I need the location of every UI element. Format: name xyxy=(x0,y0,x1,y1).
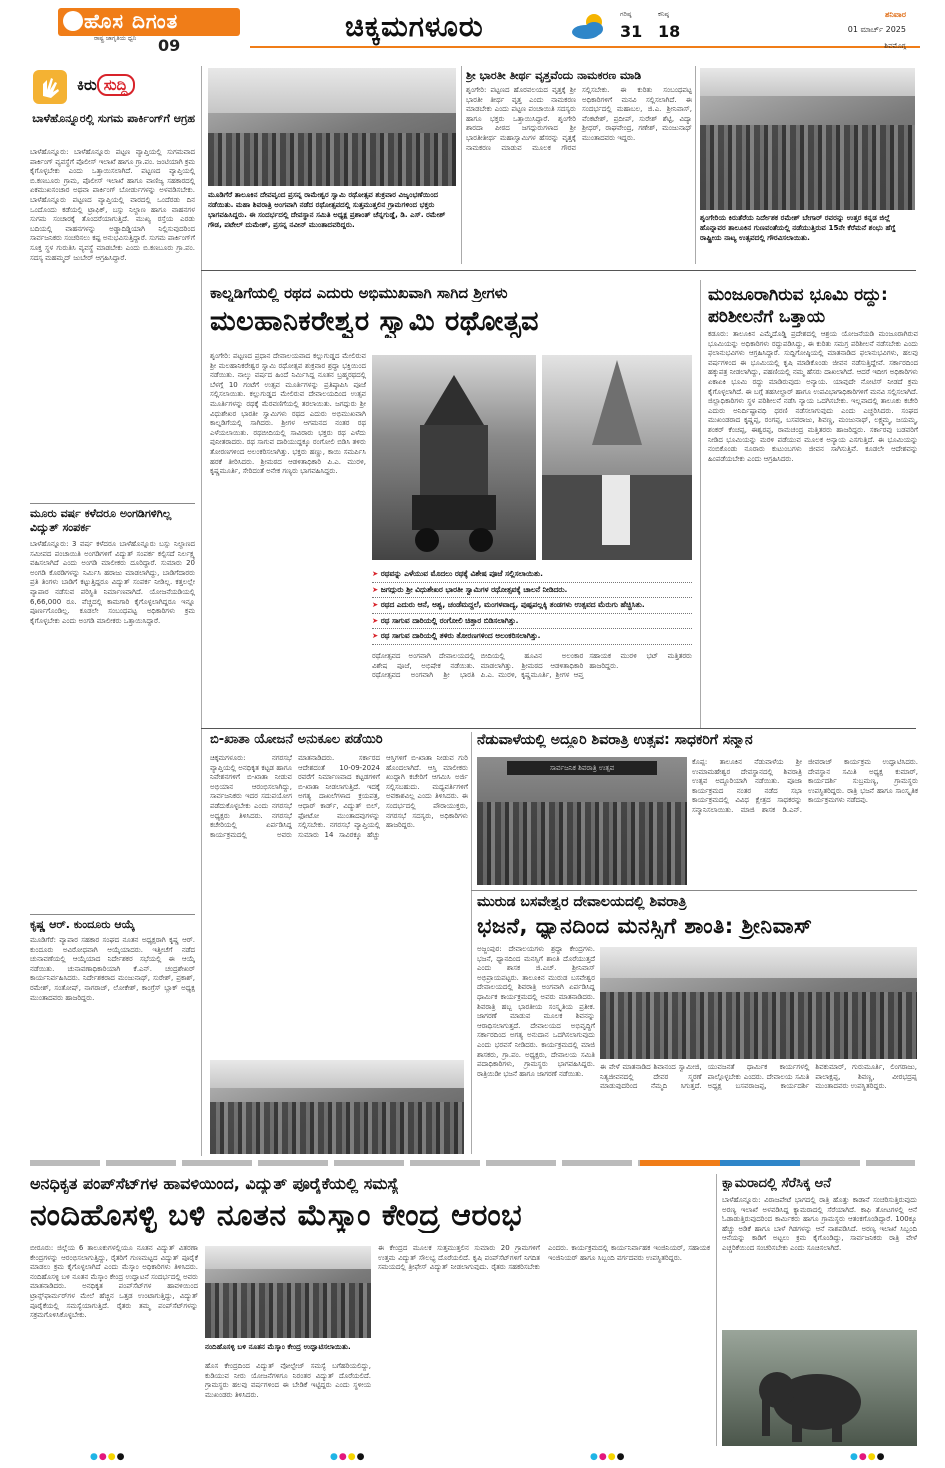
newspaper-logo: ಹೊಸ ದಿಗಂತ xyxy=(84,9,179,33)
city-name: ಚಿಕ್ಕಮಗಳೂರು xyxy=(345,10,484,43)
director-felicitation-caption: ಶೃಂಗೇರಿಯ ಕಿರುತೆರೆಯ ನಿರ್ದೇಶಕ ರಮೇಶ್ ಬೇಗಾರ್ ರವರನ್ನು ಉತ್ತರ ಕನ್ನಡ ಜಿಲ್ಲೆ ಹೊನ್ನಾವರ ತಾಲೂಕಿನ ಗುಣವಂತೆಯಲ್ಲಿ ನಡೆಯುತ್ತಿರುವ 15ನೇ ಕೆರೆಮನೆ ಶಂಭು ಹೆಗ್ಡೆ ರಾಷ್ಟ್ರೀಯ ನಾಟ್ಯ ಉತ್ಸವದಲ್ಲಿ ಗೌರವಿಸಲಾಯಿತು. xyxy=(700,213,896,242)
bkhata-event-photo xyxy=(210,1060,464,1154)
circle-naming-body: ಶೃಂಗೇರಿ: ಪಟ್ಟಣದ ಹೊರವಲಯದ ವೃತ್ತಕ್ಕೆ ಶ್ರೀ ಭಾರತೀ ತೀರ್ಥ ವೃತ್ತ ಎಂದು ನಾಮಕರಣ ಮಾಡಬೇಕು ಎಂದು ಪಟ್ಟಣ ಪಂಚಾಯಿತಿ ಸದಸ್ಯರು ಹಾಗೂ ಭಕ್ತರು ಒತ್ತಾಯಿಸಿದ್ದಾರೆ. ಶೃಂಗೇರಿ ಶಾರದಾ ಪೀಠದ ಜಗದ್ಗುರುಗಳಾದ ಶ್ರೀ ಭಾರತೀತೀರ್ಥ ಮಹಾಸ್ವಾಮಿಗಳ ಹೆಸರನ್ನು ವೃತ್ತಕ್ಕೆ ನಾಮಕರಣ ಮಾಡುವ ಮೂಲಕ ಗೌರವ ಸಲ್ಲಿಸಬೇಕು. ಈ ಕುರಿತು ಸಂಬಂಧಪಟ್ಟ ಅಧಿಕಾರಿಗಳಿಗೆ ಮನವಿ ಸಲ್ಲಿಸಲಾಗಿದೆ. ಈ ಸಂದರ್ಭದಲ್ಲಿ ಮಹಾಬಲ, ಜಿ.ಎ. ಶ್ರೀನಿವಾಸ್, ವೆಂಕಟೇಶ್, ಪ್ರದೀಪ್, ಸುರೇಶ್ ಶೆಟ್ಟಿ, ವಿದ್ಯಾ ಶ್ರೀಧರ್, ರಾಘವೇಂದ್ರ, ಗಣೇಶ್, ಮಂಜುನಾಥ್ ಮುಂತಾದವರು ಇದ್ದರು. xyxy=(466,86,692,152)
left-story1-headline: ಬಾಳೆಹೊನ್ನೂರಲ್ಲಿ ಸುಗಮ ಪಾರ್ಕಿಂಗ್‌ಗೆ ಆಗ್ರಹ xyxy=(32,112,195,125)
chariot-festival-caption: ಮೂಡಿಗೆರೆ ತಾಲೂಕಿನ ದೇವವೃಂದ ಪ್ರಸನ್ನ ರಾಮೇಶ್ವರ ಸ್ವಾಮಿ ರಥೋತ್ಸವ ಶುಕ್ರವಾರ ವಿಜೃಂಭಣೆಯಿಂದ ನಡೆಯಿತು. ಮಹಾ ಶಿವರಾತ್ರಿ ಅಂಗವಾಗಿ ನಡೆದ ರಥೋತ್ಸವದಲ್ಲಿ ಸುತ್ತಮುತ್ತಲಿನ ಗ್ರಾಮಗಳಿಂದ ಭಕ್ತರು ಭಾಗವಹಿಸಿದ್ದರು. ಈ ಸಂದರ್ಭದಲ್ಲಿ ದೇವಸ್ಥಾನ ಸಮಿತಿ ಅಧ್ಯಕ್ಷ ಪ್ರಶಾಂತ್ ಚೆನ್ನಗುಡ್ಡೆ, ಡಿ. ಎಸ್. ರಮೇಶ್ ಗೌಡ, ಪಟೇಲ್ ದುಮೇಶ್, ಪ್ರಸನ್ನ ನವೀನ್ ಮುಂತಾದವರಿದ್ದರು. xyxy=(208,190,446,229)
muruda-body-continued: ಈ ವೇಳೆ ಮಾತನಾಡಿದ ಶಿವಾನಂದ ಸ್ವಾಮೀಜಿ, ನಿತ್ಯಜೀವನದಲ್ಲಿ ದೇವರ ಸ್ಮರಣೆ ಮಾಡುವುದರಿಂದ ನೆಮ್ಮದಿ ಸಿಗುತ್ತದೆ. ಯುವಜನತೆ ಧಾರ್ಮಿಕ ಕಾರ್ಯಗಳಲ್ಲಿ ಪಾಲ್ಗೊಳ್ಳಬೇಕು ಎಂದರು. ದೇವಾಲಯ ಸಮಿತಿ ಅಧ್ಯಕ್ಷ ಬಸವರಾಜಪ್ಪ, ಕಾರ್ಯದರ್ಶಿ ಶಿವಕುಮಾರ್, ಗುರುಮೂರ್ತಿ, ಲಿಂಗರಾಜು, ಪಾಲಾಕ್ಷಪ್ಪ, ಶಿವಣ್ಣ, ವೀರಭದ್ರಪ್ಪ ಮುಂತಾದವರು ಉಪಸ್ಥಿತರಿದ್ದರು. xyxy=(600,1063,917,1091)
shivaratri-utsav-body: ಕೊಪ್ಪ: ತಾಲೂಕಿನ ನೆಡುವಾಳೆಯ ಶ್ರೀ ಉಮಾಮಹೇಶ್ವರ ದೇವಸ್ಥಾನದಲ್ಲಿ ಶಿವರಾತ್ರಿ ಉತ್ಸವ ಅದ್ದೂರಿಯಾಗಿ ನಡೆಯಿತು. ಪೂಜಾ ಕಾರ್ಯಕ್ರಮದ ನಂತರ ನಡೆದ ಸಭಾ ಕಾರ್ಯಕ್ರಮದಲ್ಲಿ ವಿವಿಧ ಕ್ಷೇತ್ರದ ಸಾಧಕರನ್ನು ಸನ್ಮಾನಿಸಲಾಯಿತು. ಮಾಜಿ ಶಾಸಕ ಡಿ.ಎನ್. ಜೀವರಾಜ್ ಕಾರ್ಯಕ್ರಮ ಉದ್ಘಾಟಿಸಿದರು. ದೇವಸ್ಥಾನ ಸಮಿತಿ ಅಧ್ಯಕ್ಷ ಕುಮಾರ್, ಕಾರ್ಯದರ್ಶಿ ಸುಬ್ರಮಣ್ಯ, ಗ್ರಾಮಸ್ಥರು ಉಪಸ್ಥಿತರಿದ್ದರು. ರಾತ್ರಿ ಭಜನೆ ಹಾಗೂ ಸಾಂಸ್ಕೃತಿಕ ಕಾರ್ಯಕ್ರಮಗಳು ನಡೆದವು. xyxy=(692,758,918,814)
print-registration-marks: ●●●● xyxy=(90,1452,126,1462)
escom-body-more: ಈ ಕೇಂದ್ರದ ಮೂಲಕ ಸುತ್ತಮುತ್ತಲಿನ ಸುಮಾರು 20 ಗ್ರಾಮಗಳಿಗೆ ಉತ್ತಮ ವಿದ್ಯುತ್ ಸೌಲಭ್ಯ ದೊರೆಯಲಿದೆ. ಕೃಷಿ ಪಂಪ್‌ಸೆಟ್‌ಗಳಿಗೆ ನಿಗದಿತ ಸಮಯದಲ್ಲಿ ತ್ರೀಫೇಸ್ ವಿದ್ಯುತ್ ನೀಡಲಾಗುವುದು. ರೈತರು ಸಹಕರಿಸಬೇಕು ಎಂದರು. ಕಾರ್ಯಕ್ರಮದಲ್ಲಿ ಕಾರ್ಯನಿರ್ವಾಹಕ ಇಂಜಿನಿಯರ್, ಸಹಾಯಕ ಇಂಜಿನಿಯರ್ ಹಾಗೂ ಸಿಬ್ಬಂದಿ ವರ್ಗದವರು ಉಪಸ್ಥಿತರಿದ್ದರು. xyxy=(378,1244,710,1272)
escom-photo-caption: ನಂದಿಹೊಸಳ್ಳಿ ಬಳಿ ನೂತನ ಮೆಸ್ಕಾಂ ಕೇಂದ್ರ ಉದ್ಘಾಟಿಸಲಾಯಿತು. xyxy=(205,1342,351,1351)
weekday: ಶನಿವಾರ xyxy=(884,10,906,19)
highlight-item: ➤ ರಥವನ್ನು ಎಳೆಯುವ ಮೊದಲು ರಥಕ್ಕೆ ವಿಶೇಷ ಪೂಜೆ ಸಲ್ಲಿಸಲಾಯಿತು. xyxy=(372,567,692,583)
brief-word-2: ಸುದ್ದಿ xyxy=(97,74,135,96)
muruda-event-photo xyxy=(600,947,917,1059)
lead-kicker: ಕಾಲ್ನಡಿಗೆಯಲ್ಲಿ ರಥದ ಎದುರು ಅಭಿಮುಖವಾಗಿ ಸಾಗಿದ ಶ್ರೀಗಳು xyxy=(210,284,508,302)
circle-naming-headline: ಶ್ರೀ ಭಾರತೀ ತೀರ್ಥ ವೃತ್ತವೆಂದು ನಾಮಕರಣ ಮಾಡಿ xyxy=(466,69,642,82)
city-bar xyxy=(250,8,920,48)
shivaratri-utsav-headline: ನೆಡುವಾಳೆಯಲ್ಲಿ ಅದ್ದೂರಿ ಶಿವರಾತ್ರಿ ಉತ್ಸವ: ಸಾಧಕರಿಗೆ ಸನ್ಮಾನ xyxy=(477,732,753,748)
escom-kicker: ಅನಧಿಕೃತ ಪಂಪ್‌ಸೆಟ್‌ಗಳ ಹಾವಳಿಯಿಂದ, ವಿದ್ಯುತ್ ಪೂರೈಕೆಯಲ್ಲಿ ಸಮಸ್ಯೆ xyxy=(30,1174,399,1193)
logo-emblem-icon xyxy=(63,11,83,31)
elephant-body: ಬಾಳೆಹೊನ್ನೂರು: ವಿರಾಜಪೇಟೆ ಭಾಗದಲ್ಲಿ ರಾತ್ರಿ ಹೊತ್ತು ಕಾಡಾನೆ ಸಂಚರಿಸುತ್ತಿರುವುದು ಅರಣ್ಯ ಇಲಾಖೆ ಅಳವಡಿಸಿದ್ದ ಕ್ಯಾಮರಾದಲ್ಲಿ ಸೆರೆಯಾಗಿದೆ. ಕಾಫಿ ತೋಟಗಳಲ್ಲಿ ಆನೆ ಓಡಾಡುತ್ತಿರುವುದರಿಂದ ಕಾರ್ಮಿಕರು ಹಾಗೂ ಗ್ರಾಮಸ್ಥರು ಆತಂಕಗೊಂಡಿದ್ದಾರೆ. 100ಕ್ಕೂ ಹೆಚ್ಚು ಅಡಿಕೆ ಹಾಗೂ ಬಾಳೆ ಗಿಡಗಳನ್ನು ಆನೆ ನಾಶಪಡಿಸಿದೆ. ಅರಣ್ಯ ಇಲಾಖೆ ಸಿಬ್ಬಂದಿ ಆನೆಯನ್ನು ಕಾಡಿಗೆ ಅಟ್ಟಲು ಕ್ರಮ ಕೈಗೊಂಡಿದ್ದು, ಸಾರ್ವಜನಿಕರು ರಾತ್ರಿ ವೇಳೆ ಎಚ್ಚರಿಕೆಯಿಂದ ಸಂಚರಿಸಬೇಕು ಎಂದು ಸೂಚಿಸಲಾಗಿದೆ. xyxy=(722,1196,917,1252)
escom-headline: ನಂದಿಹೊಸಳ್ಳಿ ಬಳಿ ನೂತನ ಮೆಸ್ಕಾಂ ಕೇಂದ್ರ ಆರಂಭ xyxy=(30,1198,523,1233)
min-temp: 18 xyxy=(658,22,681,41)
left-story2-headline: ಮೂರು ವರ್ಷ ಕಳೆದರೂ ಅಂಗಡಿಗಳಿಗಿಲ್ಲ ವಿದ್ಯುತ್ ಸಂಪರ್ಕ xyxy=(30,507,172,534)
muruda-body: ಅಜ್ಜಂಪುರ: ದೇವಾಲಯಗಳು ಶ್ರದ್ಧಾ ಕೇಂದ್ರಗಳು. ಭಜನೆ, ಧ್ಯಾನದಿಂದ ಮನಸ್ಸಿಗೆ ಶಾಂತಿ ದೊರೆಯುತ್ತದೆ ಎಂದು ಶಾಸಕ ಜಿ.ಎಚ್. ಶ್ರೀನಿವಾಸ್ ಅಭಿಪ್ರಾಯಪಟ್ಟರು. ತಾಲೂಕಿನ ಮುರುಡ ಬಸವೇಶ್ವರ ದೇವಾಲಯದಲ್ಲಿ ಶಿವರಾತ್ರಿ ಅಂಗವಾಗಿ ಏರ್ಪಡಿಸಿದ್ದ ಧಾರ್ಮಿಕ ಕಾರ್ಯಕ್ರಮದಲ್ಲಿ ಅವರು ಮಾತನಾಡಿದರು. ಶಿವರಾತ್ರಿ ಹಬ್ಬ ಭಾರತೀಯ ಸಂಸ್ಕೃತಿಯ ಪ್ರತೀಕ. ಜಾಗರಣೆ ಮಾಡುವ ಮೂಲಕ ಶಿವನನ್ನು ಆರಾಧಿಸಲಾಗುತ್ತದೆ. ದೇವಾಲಯದ ಅಭಿವೃದ್ಧಿಗೆ ಸರ್ಕಾರದಿಂದ ಅಗತ್ಯ ಅನುದಾನ ಒದಗಿಸಲಾಗುವುದು ಎಂದು ಭರವಸೆ ನೀಡಿದರು. ಕಾರ್ಯಕ್ರಮದಲ್ಲಿ ಮಾಜಿ ಶಾಸಕರು, ಗ್ರಾ.ಪಂ. ಅಧ್ಯಕ್ಷರು, ದೇವಾಲಯ ಸಮಿತಿ ಪದಾಧಿಕಾರಿಗಳು, ಗ್ರಾಮಸ್ಥರು ಭಾಗವಹಿಸಿದ್ದರು. ರಾತ್ರಿಯಿಡೀ ಭಜನೆ ಹಾಗೂ ಜಾಗರಣೆ ನಡೆಯಿತು. xyxy=(477,945,595,1078)
elephant-camera-trap-photo xyxy=(722,1330,917,1446)
highlight-item: ➤ ರಥದ ಎದುರು ಆನೆ, ಅಶ್ವ, ಚಂಡೆಮದ್ದಲೆ, ಮಂಗಳವಾದ್ಯ, ಪುಷ್ಪಪಲ್ಲಕ್ಕಿ ತಂಡಗಳು ಉತ್ಸವದ ಮೆರುಗು ಹೆಚ್ಚಿಸಿತು. xyxy=(372,598,692,614)
weather-cloud-icon xyxy=(568,12,608,40)
left-story3-headline: ಕೃಷ್ಣ ಆರ್. ಕುಂದೂರು ಆಯ್ಕೆ xyxy=(30,918,135,931)
seer-procession-photo xyxy=(542,355,692,560)
hand-icon xyxy=(33,70,67,104)
print-registration-marks: ●●●● xyxy=(850,1452,886,1462)
left-story2-body: ಬಾಳೆಹೊನ್ನೂರು: 3 ವರ್ಷ ಕಳೆದರೂ ಬಾಳೆಹೊನ್ನೂರು ಬಸ್ಸು ನಿಲ್ದಾಣದ ಸಮೀಪದ ಪಂಚಾಯಿತಿ ಅಂಗಡಿಗಳಿಗೆ ವಿದ್ಯುತ್ ಸಂಪರ್ಕ ಕಲ್ಪಿಸದೆ ನಿರ್ಲಕ್ಷ್ಯ ವಹಿಸಲಾಗಿದೆ ಎಂದು ಅಂಗಡಿ ಮಾಲೀಕರು ದೂರಿದ್ದಾರೆ. ಸುಮಾರು 20 ಅಂಗಡಿ ಕೊಠಡಿಗಳನ್ನು ನಿರ್ಮಿಸಿ ಹರಾಜು ಮಾಡಲಾಗಿದ್ದು, ಬಾಡಿಗೆದಾರರು ಪ್ರತಿ ತಿಂಗಳು ಬಾಡಿಗೆ ಕಟ್ಟುತ್ತಿದ್ದರೂ ವಿದ್ಯುತ್ ಸಂಪರ್ಕ ನೀಡಿಲ್ಲ. ಕತ್ತಲಲ್ಲೇ ವ್ಯಾಪಾರ ನಡೆಸುವ ಪರಿಸ್ಥಿತಿ ನಿರ್ಮಾಣವಾಗಿದೆ. ಯೋಜನೆಯಡಿಯಲ್ಲಿ 6,66,000 ರೂ. ವೆಚ್ಚದಲ್ಲಿ ಕಾಮಗಾರಿ ಕೈಗೊಳ್ಳಲಾಗಿದ್ದರೂ ಇನ್ನೂ ಪೂರ್ಣಗೊಂಡಿಲ್ಲ. ಕೂಡಲೇ ಸಂಬಂಧಪಟ್ಟ ಅಧಿಕಾರಿಗಳು ಕ್ರಮ ಕೈಗೊಳ್ಳಬೇಕು ಎಂದು ಅಂಗಡಿ ಮಾಲೀಕರು ಒತ್ತಾಯಿಸಿದ್ದಾರೆ. xyxy=(30,540,195,625)
lead-headline: ಮಲಹಾನಿಕರೇಶ್ವರ ಸ್ವಾಮಿ ರಥೋತ್ಸವ xyxy=(210,306,539,337)
print-registration-marks: ●●●● xyxy=(590,1452,626,1462)
highlight-item: ➤ ರಥ ಸಾಗುವ ದಾರಿಯಲ್ಲಿ ರಂಗೋಲಿ ಚಿತ್ತಾರ ಬಿಡಿಸಲಾಗಿತ್ತು. xyxy=(372,614,692,630)
left-story3-body: ಮೂಡಿಗೆರೆ: ವ್ಯಾಪಾರ ಸಹಕಾರ ಸಂಘದ ನೂತನ ಅಧ್ಯಕ್ಷರಾಗಿ ಕೃಷ್ಣ ಆರ್. ಕುಂದೂರು ಅವಿರೋಧವಾಗಿ ಆಯ್ಕೆಯಾದರು. ಇತ್ತೀಚೆಗೆ ನಡೆದ ಚುನಾವಣೆಯಲ್ಲಿ ಆಯ್ಕೆಯಾದ ನಿರ್ದೇಶಕರ ಸಭೆಯಲ್ಲಿ ಈ ಆಯ್ಕೆ ನಡೆಯಿತು. ಚುನಾವಣಾಧಿಕಾರಿಯಾಗಿ ಕೆ.ಎನ್. ಚಂದ್ರಶೇಖರ್ ಕಾರ್ಯನಿರ್ವಹಿಸಿದರು. ನಿರ್ದೇಶಕರಾದ ಮಂಜುನಾಥ್, ಸುರೇಶ್, ಪ್ರಕಾಶ್, ರಮೇಶ್, ಸಂತೋಷ್, ನಾಗರಾಜ್, ಲೋಕೇಶ್, ಕಾಂಗ್ರೆಸ್ ಬ್ಲಾಕ್ ಅಧ್ಯಕ್ಷ ಮುಂತಾದವರು ಹಾಜರಿದ್ದರು. xyxy=(30,936,195,1002)
max-temp-label: ಗರಿಷ್ಠ xyxy=(620,10,632,18)
photo-banner: ಸಾರ್ವಜನಿಕ ಶಿವರಾತ್ರಿ ಉತ್ಸವ xyxy=(507,761,657,775)
logo-tagline: ರಾಷ್ಟ್ರ ಜಾಗೃತಿಯ ಧ್ವನಿ xyxy=(94,35,137,42)
lead-body-continued: ರಥೋತ್ಸವದ ಅಂಗವಾಗಿ ದೇವಾಲಯದಲ್ಲಿ ವಿಶೇಷ ಪೂಜೆ, ಅಭಿಷೇಕ ನಡೆಯಿತು. ರಥೋತ್ಸವದ ಅಂಗವಾಗಿ ಶ್ರೀ ಭಾರತಿ ಬೀದಿಯಲ್ಲಿ ಹೂವಿನ ಅಲಂಕಾರ ಮಾಡಲಾಗಿತ್ತು. ಶ್ರೀಮಠದ ಆಡಳಿತಾಧಿಕಾರಿ ಪಿ.ಎ. ಮುರಳಿ, ಕೃಷ್ಣಮೂರ್ತಿ, ಶ್ರೀಗಳ ಆಪ್ತ ಸಹಾಯಕ ಮುರಳಿ ಭಟ್ ಮತ್ತಿತರರು ಹಾಜರಿದ್ದರು. xyxy=(372,652,692,680)
brief-news-badge xyxy=(33,70,163,104)
brief-word-1: ಕಿರು xyxy=(77,76,97,94)
muruda-kicker: ಮುರುಡ ಬಸವೇಶ್ವರ ದೇವಾಲಯದಲ್ಲಿ ಶಿವರಾತ್ರಿ xyxy=(477,894,687,910)
land-cancel-headline: ಮಂಜೂರಾಗಿರುವ ಭೂಮಿ ರದ್ದು: ಪರಿಶೀಲನೆಗೆ ಒತ್ತಾಯ xyxy=(708,285,888,327)
max-temp: 31 xyxy=(620,22,643,41)
divider-accent xyxy=(640,1160,720,1166)
left-story1-body: ಬಾಳೆಹೊನ್ನೂರು: ಬಾಳೆಹೊನ್ನೂರು ಪಟ್ಟಣ ವ್ಯಾಪ್ತಿಯಲ್ಲಿ ಸುಗಮವಾದ ಪಾರ್ಕಿಂಗ್ ವ್ಯವಸ್ಥೆಗೆ ಪೊಲೀಸ್ ಇಲಾಖೆ ಹಾಗೂ ಗ್ರಾ.ಪಂ. ಜಂಟಿಯಾಗಿ ಕ್ರಮ ಕೈಗೊಳ್ಳಬೇಕು ಎಂದು ಒತ್ತಾಯಿಸಲಾಗಿದೆ. ಪಟ್ಟಣದ ವ್ಯಾಪ್ತಿಯಲ್ಲಿ ಬಿ.ಕಣಬೂರು ಗ್ರಾಮ, ಪೊಲೀಸ್ ಇಲಾಖೆ ಹಾಗೂ ವಾಣಿಜ್ಯ ಸಹಕಾರದಲ್ಲಿ ಏಕಮುಖಸಂಚಾರ ಅಥವಾ ಪಾರ್ಕಿಂಗ್ ಬೋರ್ಡುಗಳನ್ನು ಅಳವಡಿಸಬೇಕು. ಬಾಳೆಹೊನ್ನೂರು ಪಟ್ಟಣದ ವ್ಯಾಪ್ತಿಯಲ್ಲಿ ವಾರದಲ್ಲಿ ಒಂದೆರಡು ದಿನ ಒಂದೊಂದು ಕಡೆಯಲ್ಲಿ ಟ್ರಾಫಿಕ್, ಬಸ್ಸು ನಿಲ್ದಾಣ ಹಾಗೂ ವಾಹನಗಳ ಸುಗಮ ಸಂಚಾರಕ್ಕೆ ತೊಂದರೆಯಾಗುತ್ತಿದೆ. ಮುಖ್ಯ ರಸ್ತೆಯ ಎರಡು ಬದಿಯಲ್ಲಿ ವಾಹನಗಳನ್ನು ಅಡ್ಡಾದಿಡ್ಡಿಯಾಗಿ ನಿಲ್ಲಿಸುವುದರಿಂದ ಸಾರ್ವಜನಿಕರು ಸಂಚರಿಸಲು ಕಷ್ಟ ಅನುಭವಿಸುತ್ತಿದ್ದಾರೆ. ಸುಗಮ ಪಾರ್ಕಿಂಗ್‌ಗೆ ಸೂಕ್ತ ಸ್ಥಳ ಗುರುತಿಸಿ ವ್ಯವಸ್ಥೆ ಮಾಡಬೇಕು ಎಂದು ಬಿ.ಕಣಬೂರು ಗ್ರಾ.ಪಂ. ಸದಸ್ಯ ಮಹಮ್ಮದ್ ಜುಬೇರ್ ಆಗ್ರಹಿಸಿದ್ದಾರೆ. xyxy=(30,148,195,262)
bkhata-headline: ಬಿ-ಖಾತಾ ಯೋಜನೆ ಅನುಕೂಲ ಪಡೆಯಿರಿ xyxy=(210,732,383,747)
issue-date: 01 ಮಾರ್ಚ್ 2025 xyxy=(847,25,906,34)
lead-highlights xyxy=(372,567,692,645)
highlight-item: ➤ ಜಗದ್ಗುರು ಶ್ರೀ ವಿಧುಶೇಖರ ಭಾರತೀ ಸ್ವಾಮಿಗಳ ರಥೋತ್ಸವಕ್ಕೆ ಚಾಲನೆ ನೀಡಿದರು. xyxy=(372,583,692,599)
muruda-headline: ಭಜನೆ, ಧ್ಯಾನದಿಂದ ಮನಸ್ಸಿಗೆ ಶಾಂತಿ: ಶ್ರೀನಿವಾಸ್ xyxy=(477,914,813,938)
escom-event-photo xyxy=(205,1246,371,1338)
bkhata-body: ಚಿಕ್ಕಮಗಳೂರು: ನಗರಸಭೆ ವ್ಯಾಪ್ತಿಯಲ್ಲಿ ಅನಧಿಕೃತ ಕಟ್ಟಡ ಹಾಗೂ ನಿವೇಶನಗಳಿಗೆ ಬಿ-ಖಾತಾ ನೀಡುವ ಅಭಿಯಾನ ಆರಂಭಿಸಲಾಗಿದ್ದು, ಸಾರ್ವಜನಿಕರು ಇದರ ಸದುಪಯೋಗ ಪಡೆದುಕೊಳ್ಳಬೇಕು ಎಂದು ನಗರಸಭೆ ಅಧ್ಯಕ್ಷರು ತಿಳಿಸಿದರು. ನಗರಸಭೆ ಕಚೇರಿಯಲ್ಲಿ ಏರ್ಪಡಿಸಿದ್ದ ಕಾರ್ಯಕ್ರಮದಲ್ಲಿ ಅವರು ಮಾತನಾಡಿದರು. ಸರ್ಕಾರದ ಆದೇಶದಂತೆ 10-09-2024 ರವರೆಗೆ ನಿರ್ಮಾಣವಾದ ಕಟ್ಟಡಗಳಿಗೆ ಬಿ-ಖಾತಾ ನೀಡಲಾಗುತ್ತಿದೆ. ಇದಕ್ಕೆ ಅಗತ್ಯ ದಾಖಲೆಗಳಾದ ಕ್ರಯಪತ್ರ, ಆಧಾರ್ ಕಾರ್ಡ್, ವಿದ್ಯುತ್ ಬಿಲ್, ಫೋಟೋ ಮುಂತಾದವುಗಳನ್ನು ಸಲ್ಲಿಸಬೇಕು. ನಗರಸಭೆ ವ್ಯಾಪ್ತಿಯಲ್ಲಿ ಸುಮಾರು 14 ಸಾವಿರಕ್ಕೂ ಹೆಚ್ಚು ಆಸ್ತಿಗಳಿಗೆ ಬಿ-ಖಾತಾ ನೀಡುವ ಗುರಿ ಹೊಂದಲಾಗಿದೆ. ಆಸ್ತಿ ಮಾಲೀಕರು ಖುದ್ದಾಗಿ ಕಚೇರಿಗೆ ಆಗಮಿಸಿ ಅರ್ಜಿ ಸಲ್ಲಿಸಬಹುದು. ಮಧ್ಯವರ್ತಿಗಳಿಗೆ ಅವಕಾಶವಿಲ್ಲ ಎಂದು ತಿಳಿಸಿದರು. ಈ ಸಂದರ್ಭದಲ್ಲಿ ಪೌರಾಯುಕ್ತರು, ನಗರಸಭೆ ಸದಸ್ಯರು, ಅಧಿಕಾರಿಗಳು ಹಾಜರಿದ್ದರು. xyxy=(210,754,468,839)
lead-body: ಶೃಂಗೇರಿ: ಪಟ್ಟಣದ ಪ್ರಧಾನ ದೇವಾಲಯವಾದ ಕಲ್ಲುಗುಡ್ಡದ ಮೇಲಿರುವ ಶ್ರೀ ಮಲಹಾನಿಕರೇಶ್ವರ ಸ್ವಾಮಿ ರಥೋತ್ಸವ ಶುಕ್ರವಾರ ಶ್ರದ್ಧಾ ಭಕ್ತಿಯಿಂದ ನಡೆಯಿತು. ನಾಲ್ಕು ವರ್ಷದ ಹಿಂದೆ ನಿರ್ಮಿಸಿದ್ದ ನೂತನ ಬ್ರಹ್ಮರಥದಲ್ಲಿ ಬೆಳಗ್ಗೆ 10 ಗಂಟೆಗೆ ಉತ್ಸವ ಮೂರ್ತಿಗಳನ್ನು ಪ್ರತಿಷ್ಠಾಪಿಸಿ ಪೂಜೆ ಸಲ್ಲಿಸಲಾಯಿತು. ಕಲ್ಲುಗುಡ್ಡದ ಮೇಲಿರುವ ದೇವಾಲಯದಿಂದ ಉತ್ಸವ ಮೂರ್ತಿಗಳನ್ನು ರಥಕ್ಕೆ ಮೆರವಣಿಗೆಯಲ್ಲಿ ತರಲಾಯಿತು. ಜಗದ್ಗುರು ಶ್ರೀ ವಿಧುಶೇಖರ ಭಾರತೀ ಸ್ವಾಮಿಗಳು ರಥದ ಎದುರು ಅಭಿಮುಖವಾಗಿ ಕಾಲ್ನಡಿಗೆಯಲ್ಲಿ ಸಾಗಿದರು. ಶ್ರೀಗಳ ಆಗಮನದ ನಂತರ ರಥ ಎಳೆಯಲಾಯಿತು. ರಥಬೀದಿಯಲ್ಲಿ ಸಾವಿರಾರು ಭಕ್ತರು ರಥ ಎಳೆದು ಪುನೀತರಾದರು. ರಥ ಸಾಗುವ ದಾರಿಯುದ್ದಕ್ಕೂ ರಂಗೋಲಿ ಬಿಡಿಸಿ ತಳಿರು ತೋರಣಗಳಿಂದ ಅಲಂಕರಿಸಲಾಗಿತ್ತು. ಭಕ್ತರು ಹಣ್ಣು, ಕಾಯಿ ಸಮರ್ಪಿಸಿ ಹರಕೆ ತೀರಿಸಿದರು. ಶ್ರೀಮಠದ ಆಡಳಿತಾಧಿಕಾರಿ ಪಿ.ಎ. ಮುರಳಿ, ಕೃಷ್ಣಮೂರ್ತಿ, ಸೇರಿದಂತೆ ಅನೇಕ ಗಣ್ಯರು ಭಾಗವಹಿಸಿದ್ದರು. xyxy=(210,352,366,476)
divider-accent xyxy=(720,1160,800,1166)
chariot-photo xyxy=(372,355,536,560)
highlight-item: ➤ ರಥ ಸಾಗುವ ದಾರಿಯಲ್ಲಿ ತಳಿರು ತೋರಣಗಳಿಂದ ಅಲಂಕರಿಸಲಾಗಿತ್ತು. xyxy=(372,629,692,645)
edition-place: ಶಿವಮೊಗ್ಗ xyxy=(884,42,906,50)
print-registration-marks: ●●●● xyxy=(330,1452,366,1462)
chariot-festival-photo xyxy=(208,68,456,186)
page-number: 09 xyxy=(158,36,181,55)
elephant-headline: ಕ್ವಾಮರಾದಲ್ಲಿ ಸೆರೆಸಿಕ್ಕ ಆನೆ xyxy=(722,1176,832,1191)
escom-body: ಬೀರೂರು: ಜಿಲ್ಲೆಯ 6 ತಾಲೂಕುಗಳಲ್ಲಿಯೂ ನೂತನ ವಿದ್ಯುತ್ ವಿತರಣಾ ಕೇಂದ್ರಗಳನ್ನು ಆರಂಭಿಸಲಾಗುತ್ತಿದ್ದು, ರೈತರಿಗೆ ಗುಣಮಟ್ಟದ ವಿದ್ಯುತ್ ಪೂರೈಕೆ ಮಾಡಲು ಕ್ರಮ ಕೈಗೊಳ್ಳಲಾಗಿದೆ ಎಂದು ಮೆಸ್ಕಾಂ ಅಧಿಕಾರಿಗಳು ತಿಳಿಸಿದರು. ನಂದಿಹೊಸಳ್ಳಿ ಬಳಿ ನೂತನ ಮೆಸ್ಕಾಂ ಕೇಂದ್ರ ಉದ್ಘಾಟನೆ ಸಂದರ್ಭದಲ್ಲಿ ಅವರು ಮಾತನಾಡಿದರು. ಅನಧಿಕೃತ ಪಂಪ್‌ಸೆಟ್‌ಗಳ ಹಾವಳಿಯಿಂದ ಟ್ರಾನ್ಸ್‌ಫಾರ್ಮರ್‌ಗಳ ಮೇಲೆ ಹೆಚ್ಚಿನ ಒತ್ತಡ ಉಂಟಾಗುತ್ತಿದ್ದು, ವಿದ್ಯುತ್ ಪೂರೈಕೆಯಲ್ಲಿ ಸಮಸ್ಯೆಯಾಗುತ್ತಿದೆ. ರೈತರು ತಮ್ಮ ಪಂಪ್‌ಸೆಟ್‌ಗಳನ್ನು ಸಕ್ರಮಗೊಳಿಸಿಕೊಳ್ಳಬೇಕು. xyxy=(30,1244,198,1320)
land-cancel-body: ಕಡೂರು: ತಾಲೂಕಿನ ಎಮ್ಮೆದೊಡ್ಡಿ ಪ್ರದೇಶದಲ್ಲಿ ಆಶ್ರಯ ಯೋಜನೆಯಡಿ ಮಂಜೂರಾಗಿರುವ ಭೂಮಿಯನ್ನು ಅಧಿಕಾರಿಗಳು ರದ್ದುಪಡಿಸಿದ್ದು, ಈ ಕುರಿತು ಸಮಗ್ರ ಪರಿಶೀಲನೆ ನಡೆಸಬೇಕು ಎಂದು ಫಲಾನುಭವಿಗಳು ಆಗ್ರಹಿಸಿದ್ದಾರೆ. ಸುದ್ದಿಗೋಷ್ಠಿಯಲ್ಲಿ ಮಾತನಾಡಿದ ಫಲಾನುಭವಿಗಳು, ಹಲವು ವರ್ಷಗಳಿಂದ ಈ ಭೂಮಿಯಲ್ಲಿ ಕೃಷಿ ಮಾಡಿಕೊಂಡು ಜೀವನ ನಡೆಸುತ್ತಿದ್ದೇವೆ. ಸರ್ಕಾರದಿಂದ ಹಕ್ಕುಪತ್ರ ನೀಡಲಾಗಿದ್ದು, ಪಹಣಿಯಲ್ಲಿ ನಮ್ಮ ಹೆಸರು ದಾಖಲಾಗಿದೆ. ಆದರೆ ಇದೀಗ ಅಧಿಕಾರಿಗಳು ಏಕಾಏಕಿ ಭೂಮಿ ರದ್ದು ಮಾಡಿರುವುದು ಅನ್ಯಾಯ. ಯಾವುದೇ ನೋಟಿಸ್ ನೀಡದೆ ಕ್ರಮ ಕೈಗೊಳ್ಳಲಾಗಿದೆ. ಈ ಬಗ್ಗೆ ತಹಸೀಲ್ದಾರ್ ಹಾಗೂ ಉಪವಿಭಾಗಾಧಿಕಾರಿಗಳಿಗೆ ಮನವಿ ಸಲ್ಲಿಸಲಾಗಿದೆ. ಜಿಲ್ಲಾಧಿಕಾರಿಗಳು ಸ್ಥಳ ಪರಿಶೀಲನೆ ನಡೆಸಿ ನ್ಯಾಯ ಒದಗಿಸಬೇಕು. ಇಲ್ಲವಾದಲ್ಲಿ ತಾಲೂಕು ಕಚೇರಿ ಎದುರು ಅನಿರ್ದಿಷ್ಟಾವಧಿ ಧರಣಿ ನಡೆಸಲಾಗುವುದು ಎಂದು ಎಚ್ಚರಿಸಿದರು. ಸಂಘದ ಮುಖಂಡರಾದ ಕೃಷ್ಣಪ್ಪ, ರಂಗಪ್ಪ, ಬಸವರಾಜು, ಶಿವಣ್ಣ, ಮಂಜುನಾಥ್, ಲಕ್ಷ್ಮಮ್ಮ, ಜಯಮ್ಮ, ಶಂಕರ್ ಕೆಂಚಪ್ಪ, ಈಶ್ವರಪ್ಪ, ರಾಮಚಂದ್ರ ಮತ್ತಿತರರು ಹಾಜರಿದ್ದರು. ಸರ್ಕಾರವು ಬಡವರಿಗೆ ನೀಡಿದ ಭೂಮಿಯನ್ನು ಮರಳಿ ಪಡೆಯುವ ಮೂಲಕ ಅನ್ಯಾಯ ಎಸಗುತ್ತಿದೆ. ಈ ಭೂಮಿಯನ್ನು ನಂಬಿಕೊಂಡು ನೂರಾರು ಕುಟುಂಬಗಳು ಜೀವನ ಸಾಗಿಸುತ್ತಿವೆ. ಕೂಡಲೇ ಆದೇಶವನ್ನು ಹಿಂಪಡೆಯಬೇಕು ಎಂದು ಆಗ್ರಹಿಸಿದರು. xyxy=(708,330,918,463)
masthead xyxy=(0,0,945,62)
director-felicitation-photo xyxy=(700,68,915,210)
min-temp-label: ಕನಿಷ್ಠ xyxy=(658,10,669,18)
escom-body-continued: ಹೊಸ ಕೇಂದ್ರದಿಂದ ವಿದ್ಯುತ್ ವೋಲ್ಟೇಜ್ ಸಮಸ್ಯೆ ಬಗೆಹರಿಯಲಿದ್ದು, ಕುಡಿಯುವ ನೀರು ಯೋಜನೆಗಳಿಗೂ ನಿರಂತರ ವಿದ್ಯುತ್ ದೊರೆಯಲಿದೆ. ಗ್ರಾಮಸ್ಥರು ಹಲವು ವರ್ಷಗಳಿಂದ ಈ ಬೇಡಿಕೆ ಇಟ್ಟಿದ್ದರು ಎಂದು ಸ್ಥಳೀಯ ಮುಖಂಡರು ತಿಳಿಸಿದರು. xyxy=(205,1362,371,1399)
shivaratri-felicitation-photo xyxy=(477,757,687,885)
